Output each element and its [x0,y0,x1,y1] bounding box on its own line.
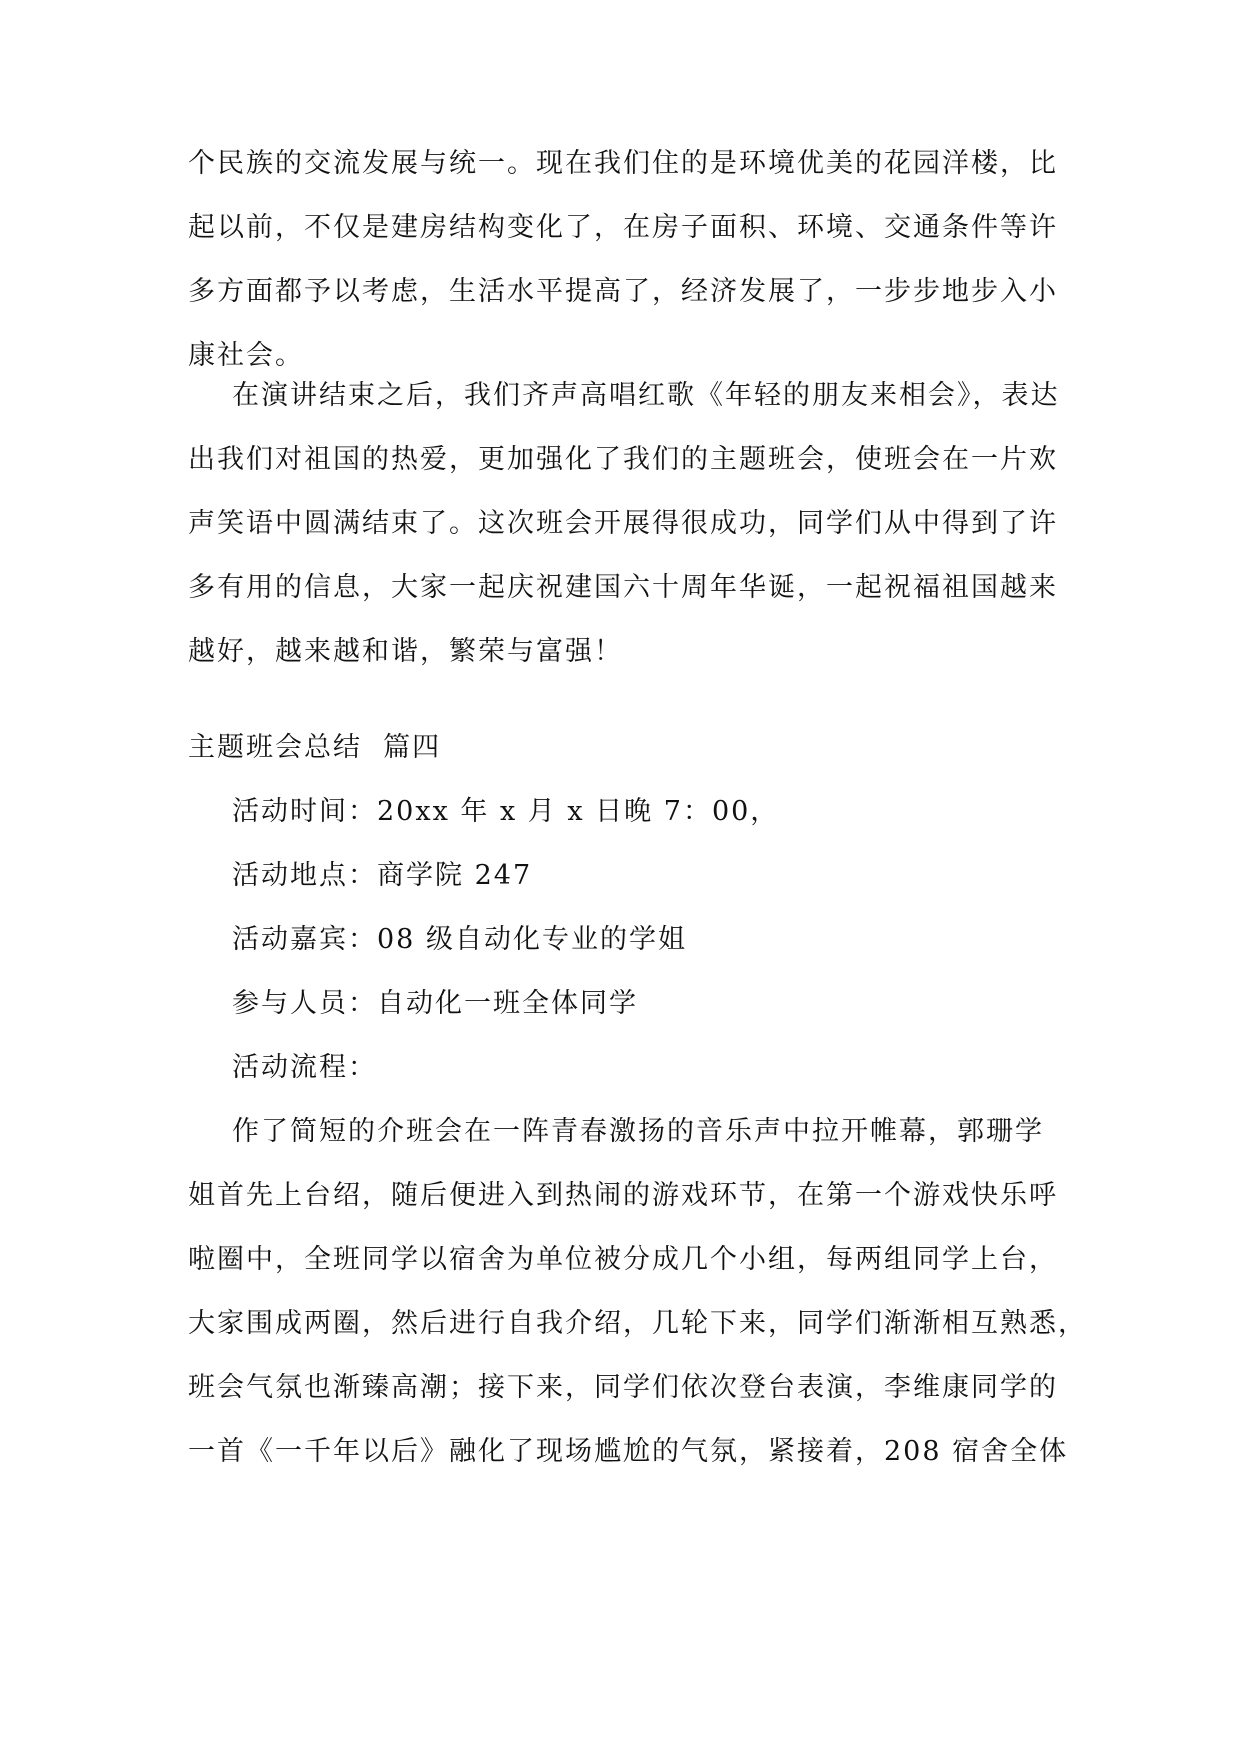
activity-time: 活动时间：20xx 年 x 月 x 日晚 7：00， [232,796,780,827]
text-line: 出我们对祖国的热爱，更加强化了我们的主题班会，使班会在一片欢 [188,444,1058,475]
text-line: 多有用的信息，大家一起庆祝建国六十周年华诞，一起祝福祖国越来 [188,572,1058,603]
text-line: 个民族的交流发展与统一。现在我们住的是环境优美的花园洋楼，比 [188,148,1058,179]
text-line: 班会气氛也渐臻高潮；接下来，同学们依次登台表演，李维康同学的 [188,1372,1058,1403]
activity-process-label: 活动流程： [232,1052,377,1083]
text-line: 在演讲结束之后，我们齐声高唱红歌《年轻的朋友来相会》，表达 [232,380,1060,411]
paragraph-process [188,1100,1087,1484]
activity-info [188,780,1072,1100]
text-line: 啦圈中，全班同学以宿舍为单位被分成几个小组，每两组同学上台， [188,1244,1058,1275]
paragraph-continuation [188,132,1072,388]
text-line: 声笑语中圆满结束了。这次班会开展得很成功，同学们从中得到了许 [188,508,1058,539]
activity-location: 活动地点：商学院 247 [232,860,533,891]
text-line: 一首《一千年以后》融化了现场尴尬的气氛，紧接着，208 宿舍全体 [188,1436,1069,1467]
section-heading: 主题班会总结 篇四 [188,732,442,763]
text-line: 多方面都予以考虑，生活水平提高了，经济发展了，一步步地步入小 [188,276,1058,307]
text-line: 姐首先上台绍，随后便进入到热闹的游戏环节，在第一个游戏快乐呼 [188,1180,1058,1211]
paragraph-closing [188,364,1072,684]
text-line: 越好，越来越和谐，繁荣与富强！ [188,636,623,667]
activity-participants: 参与人员：自动化一班全体同学 [232,988,638,1019]
text-line: 大家围成两圈，然后进行自我介绍，几轮下来，同学们渐渐相互熟悉， [188,1308,1087,1339]
text-line: 康社会。 [188,340,304,371]
section-heading-block [188,716,1072,780]
text-line: 作了简短的介班会在一阵青春激扬的音乐声中拉开帷幕，郭珊学 [232,1116,1044,1147]
text-line: 起以前，不仅是建房结构变化了，在房子面积、环境、交通条件等许 [188,212,1058,243]
activity-guest: 活动嘉宾：08 级自动化专业的学姐 [232,924,687,955]
